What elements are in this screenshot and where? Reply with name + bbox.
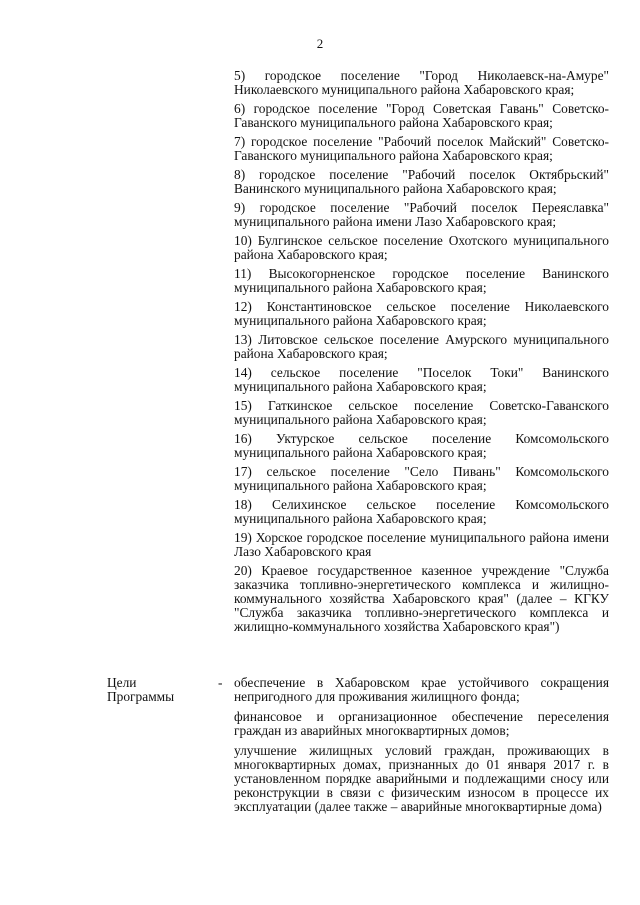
list-item: 20) Краевое государственное казенное учреждение "Служба заказчика топливно-энергетического комплекса и жилищно-коммунального хозяйства Хабаровского края" (далее – КГКУ "Служба заказчика топливно-энергетического комплекса и жилищно-коммунального хозяйства Хабаровского края")	[234, 563, 609, 634]
goal-item: финансовое и организационное обеспечение переселения граждан из аварийных многоквартирных домов;	[234, 709, 609, 738]
goals-list	[234, 676, 609, 820]
list-item: 14) сельское поселение "Поселок Токи" Ванинского муниципального района Хабаровского края;	[234, 365, 609, 394]
goal-item: обеспечение в Хабаровском крае устойчивого сокращения непригодного для проживания жилищного фонда;	[234, 675, 609, 704]
goals-label: Цели Программы	[107, 675, 175, 704]
list-item: 18) Селихинское сельское поселение Комсомольского муниципального района Хабаровского края;	[234, 497, 609, 526]
list-item: 9) городское поселение "Рабочий поселок Переяславка" муниципального района имени Лазо Хабаровского края;	[234, 200, 609, 229]
list-item: 8) городское поселение "Рабочий поселок Октябрьский" Ванинского муниципального района Хабаровского края;	[234, 167, 609, 196]
list-item: 13) Литовское сельское поселение Амурского муниципального района Хабаровского края;	[234, 332, 609, 361]
list-item: 11) Высокогорненское городское поселение Ванинского муниципального района Хабаровского края;	[234, 266, 609, 295]
list-item: 15) Гаткинское сельское поселение Советско-Гаванского муниципального района Хабаровского края;	[234, 398, 609, 427]
list-item: 17) сельское поселение "Село Пивань" Комсомольского муниципального района Хабаровского края;	[234, 464, 609, 493]
list-item: 5) городское поселение "Город Николаевск-на-Амуре" Николаевского муниципального района Хабаровского края;	[234, 68, 609, 97]
goal-item: улучшение жилищных условий граждан, проживающих в многоквартирных домах, признанных до 01 января 2017 г. в установленном порядке аварийными и подлежащими сносу или реконструкции в связи с физическим износом в процессе их эксплуатации (далее также – аварийные многоквартирные дома)	[234, 743, 609, 814]
list-item: 12) Константиновское сельское поселение Николаевского муниципального района Хабаровского края;	[234, 299, 609, 328]
list-item: 6) городское поселение "Город Советская Гавань" Советско-Гаванского муниципального района Хабаровского края;	[234, 101, 609, 130]
list-item: 16) Уктурское сельское поселение Комсомольского муниципального района Хабаровского края;	[234, 431, 609, 460]
goals-dash: -	[218, 675, 223, 690]
page-number: 2	[316, 36, 324, 51]
list-item: 7) городское поселение "Рабочий поселок Майский" Советско-Гаванского муниципального района Хабаровского края;	[234, 134, 609, 163]
participants-list	[234, 69, 609, 639]
list-item: 10) Булгинское сельское поселение Охотского муниципального района Хабаровского края;	[234, 233, 609, 262]
list-item: 19) Хорское городское поселение муниципального района имени Лазо Хабаровского края	[234, 530, 609, 559]
